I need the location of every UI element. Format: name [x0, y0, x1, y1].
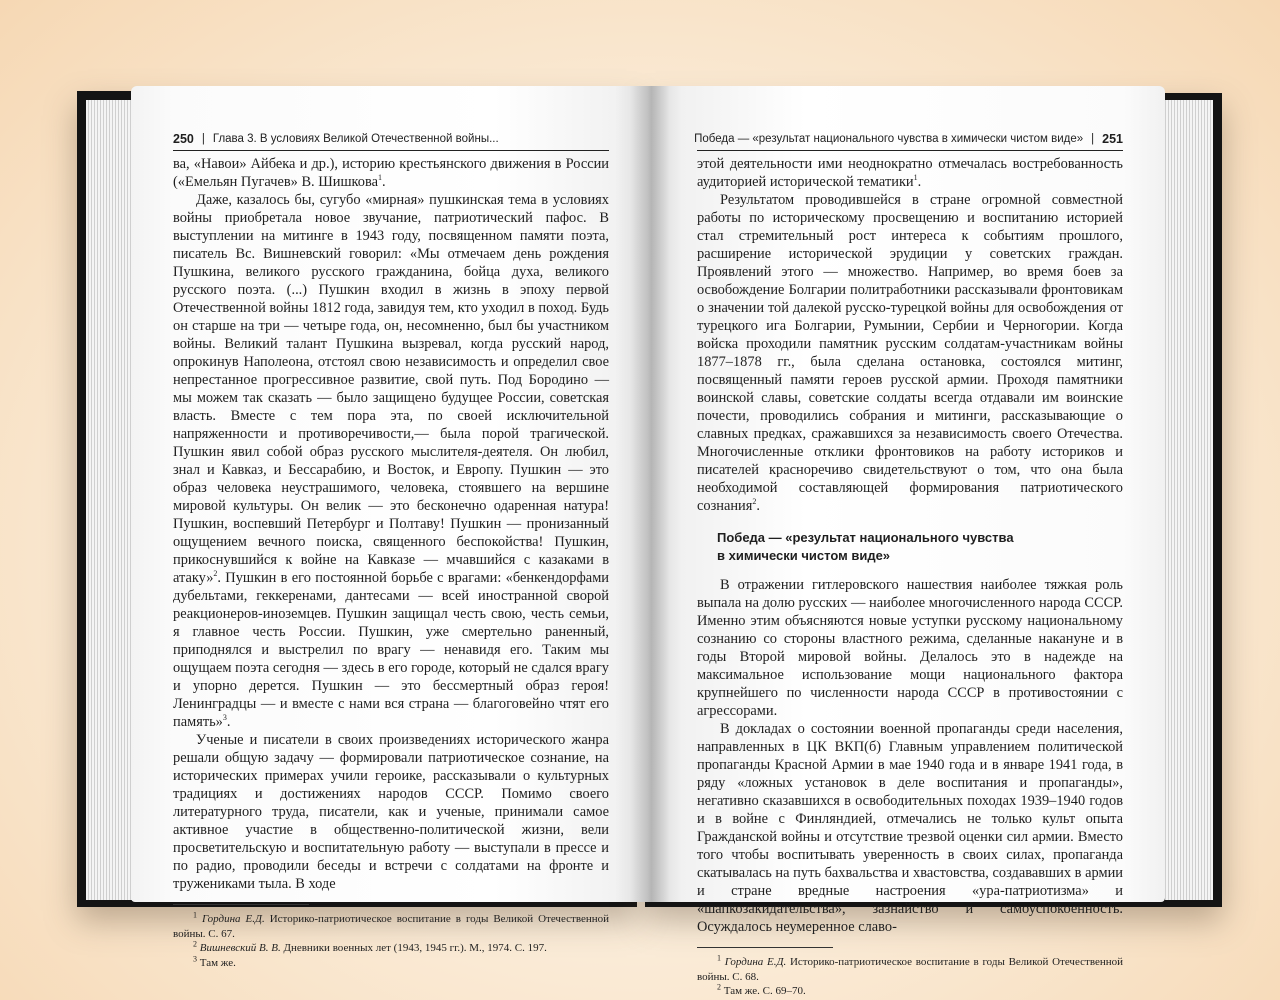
head-separator: | [1091, 133, 1095, 145]
running-head-title: Глава 3. В условиях Великой Отечественной войны... [212, 133, 499, 145]
footnote: $^1$ Гордина Е.Д. Историко-патриотическое воспитание в годы Великой Отечественной войны. С. 67. [173, 910, 609, 940]
head-separator: | [201, 133, 205, 145]
page-body [173, 155, 609, 893]
page-edges-left [86, 100, 134, 900]
footnote: $^2$ Там же. С. 69–70. [717, 982, 806, 997]
footnote-ref: 1 [913, 173, 918, 183]
section-heading: Победа — «результат национального чувства в химически чистом виде» [717, 530, 1014, 563]
right-page [651, 86, 1165, 997]
footnotes [697, 955, 1123, 999]
paragraph: Результатом проводившейся в стране огромной совместной работы по историческому просвещению и воспитанию историей стал стремительный рост интереса к событиям прошлого, расширение исторической эрудиции у советских граждан. Проявлений этого — множество. Например, во время боев за освобождение Болгарии политработники рассказывали фронтовикам о значении той далекой русско-турецкой войны для освобождения от турецкого ига Болгарии, Румынии, Сербии и Черногории. Когда войска проходили памятник русским солдатам-участникам войны 1877–1878 гг., была сделана остановка, состоялся митинг, посвященный памяти героев русской армии. Проходя памятники воинской славы, советские солдаты всегда отдавали им воинские почести, проводились собрания и митинги, рассказывающие о славных предках, сражавшихся за независимость своего Отечества. Многочисленные отклики фронтовиков на работу историков и писателей красноречиво свидетельствуют о том, что она была необходимой составляющей формирования патриотического сознания$^2$. [697, 192, 1123, 514]
footnote: $^1$ Гордина Е.Д. Историко-патриотическое воспитание в годы Великой Отечественной войны. С. 68. [697, 953, 1123, 983]
paragraph: ва, «Навои» Айбека и др.), историю крестьянского движения в России («Емельян Пугачев» В. Шишкова$^1$. [173, 156, 609, 190]
footnote-ref: 2 [213, 569, 218, 579]
footnote-ref: 1 [378, 173, 382, 183]
footnote-rule [697, 947, 833, 948]
running-head-title: Победа — «результат национального чувства в химически чистом виде» [694, 133, 1084, 145]
footnote: $^3$ Там же. [193, 953, 236, 969]
footnote: $^2$ Вишневский В. В. Дневники военных лет (1943, 1945 гг.). М., 1974. С. 197. [193, 939, 547, 954]
left-page [131, 86, 651, 969]
page-body [697, 155, 1123, 936]
running-head-left [173, 132, 609, 151]
paragraph: Даже, казалось бы, сугубо «мирная» пушкинская тема в условиях войны приобретала новое звучание, патриотический пафос. В выступлении на митинге в 1943 году, посвященном памяти поэта, писатель Вс. Вишневский говорил: «Мы отмечаем день рождения Пушкина, великого русского гражданина, бойца духа, великого русского поэта. (...) Пушкин входил в жизнь в эпоху первой Отечественной войны 1812 года, завидуя тем, кто уходил в поход. Будь он старше на три — четыре года, он, несомненно, был бы участником войны. Великий талант Пушкина вызревал, когда русский народ, опрокинув Наполеона, отстоял свою независимость и определил свое непрестанное прогрессивное развитие, свой путь. Под Бородино — мы можем так сказать — было защищено будущее России, советская власть. Вместе с тем пора эта, по своей исключительной напряженности и противоречивости,— была порой трагической. Пушкин явил собой образ русского мыслителя-деятеля. Он любил, знал и Кавказ, и Бессарабию, и Восток, и Европу. Пушкин — это образ человека неустрашимого, человека, стоявшего на вершине мировой культуры. Он велик — это бесконечно одаренная натура! Пушкин, воспевший Петербург и Полтаву! Пушкин — пронизанный ощущением вечного поиска, священного беспокойства! Пушкин, прикоснувшийся к войне на Кавказе — мчавшийся с казаками в атаку»$^2$. Пушкин в его постоянной борьбе с врагами: «бенкендорфами дубельтами, геккеренами, дантесами — всей иностранной сворой реакционеров-иноземцев. Пушкин защищал честь свою, честь семьи, я главное честь России. Пушкин, уже смертельно раненный, приподнялся и выстрелил по врагу — ненавидя его. Таким мы ощущаем поэта сегодня — здесь в его городе, который не сдался врагу и упорно дерется. Пушкин — это бессмертный образ героя! Ленинградцы — и вместе с нами вся страна — благоговейно чтят его память»$^3$. [173, 192, 609, 730]
page-number: 250 [173, 132, 194, 146]
running-head-right [694, 132, 1123, 151]
paragraph: этой деятельности ими неоднократно отмечалась востребованность аудиторией исторической тематики$^1$. [697, 156, 1123, 190]
paragraph: В докладах о состоянии военной пропаганды среди населения, направленных в ЦК ВКП(б) Главным управлением политической пропаганды Красной Армии в мае 1940 года и в январе 1941 года, в ряду «ложных установок в деле воспитания и пропаганды», негативно сказавшихся в освободительных походах 1939–1940 годов и в войне с Финляндией, отмечались не только культ опыта Гражданской войны и отсутствие трезвой оценки сил армии. Вместо того чтобы воспитывать уверенность в своих силах, пропаганда скатывалась на путь бахвальства и хвастовства, создававших в армии и стране вредные настроения «ура-патриотизма» и «шапкозакидательства», зазнайство и самоуспокоенность. Осуждалось неумеренное славо- [697, 721, 1123, 935]
paragraph: Ученые и писатели в своих произведениях исторического жанра решали общую задачу — формировали патриотическое сознание, на исторических примерах учили героике, рассказывали о культурных традициях и достижениях народов СССР. Помимо своего литературного труда, писатели, как и ученые, принимали самое активное участие в общественно-политической жизни, вели просветительскую и воспитательную работу — выступали в прессе и по радио, проводили беседы и встречи с солдатами на фронте и тружениками тыла. В ходе [173, 732, 609, 892]
footnote-ref: 3 [222, 713, 227, 723]
footnotes [173, 912, 609, 970]
page-edges-right [1165, 100, 1213, 900]
footnote-ref: 2 [752, 497, 757, 507]
paragraph: В отражении гитлеровского нашествия наиболее тяжкая роль выпала на долю русских — наиболее многочисленного народа СССР. Именно этим объясняются новые уступки русскому национальному сознанию со стороны властного режима, сделанные накануне и в годы Второй мировой войны. Делалось это в надежде на максимальное использование мощи национального фактора крупнейшего по численности народа СССР в противостоянии с агрессорами. [697, 577, 1123, 719]
page-number: 251 [1102, 132, 1123, 146]
footnote-rule [173, 904, 309, 905]
